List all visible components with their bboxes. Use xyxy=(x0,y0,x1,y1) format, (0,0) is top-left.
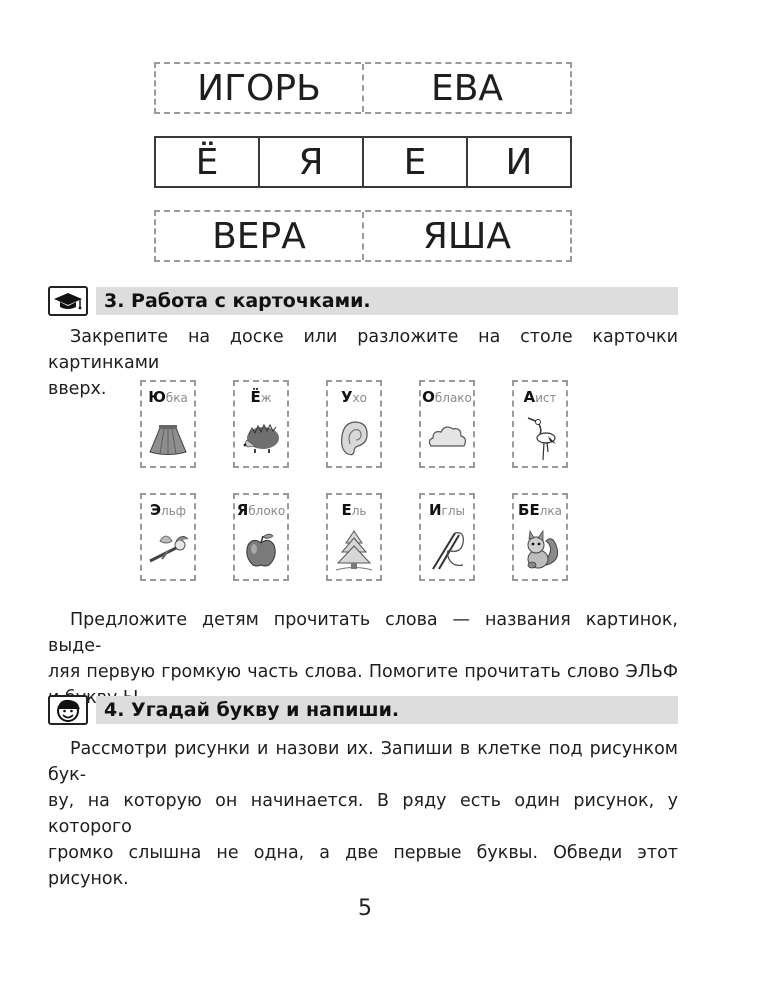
word-card: ИГОРЬ xyxy=(197,67,321,109)
word-card: ВЕРА xyxy=(212,215,306,257)
letter-card-row xyxy=(154,136,572,188)
picture-card-hedgehog: Ёж xyxy=(233,380,289,468)
graduation-cap-icon xyxy=(48,286,88,316)
text-line: громко слышна не одна, а две первые буквы. Обведи этот рисунок. xyxy=(48,843,678,889)
letter-card: И xyxy=(466,138,570,186)
word-card: ЯША xyxy=(362,212,570,260)
text-line: вверх. xyxy=(48,379,107,399)
text-line: букву xyxy=(64,688,118,708)
section-3-title: 3. Работа с карточками. xyxy=(96,287,678,315)
elf-icon xyxy=(146,527,190,575)
section-4-header xyxy=(48,695,678,725)
text-line: Закрепите на доске или разложите на столе карточки картинками xyxy=(48,327,678,373)
text-line: ляя первую громкую часть слова. Помогите прочитать слово ЭЛЬФ xyxy=(48,662,678,682)
skirt-icon xyxy=(146,414,190,462)
letter-card: Ё xyxy=(195,141,219,183)
fir-tree-icon xyxy=(332,527,376,575)
text-line: Рассмотри рисунки и назови их. Запиши в клетке под рисунком бук- xyxy=(48,739,678,785)
stork-icon xyxy=(518,414,562,462)
picture-card-elf: Эльф xyxy=(140,493,196,581)
word-card-row-1 xyxy=(154,62,572,114)
section-4-title: 4. Угадай букву и напиши. xyxy=(96,696,678,724)
squirrel-icon xyxy=(518,527,562,575)
smiling-boy-icon xyxy=(48,695,88,725)
cloud-icon xyxy=(425,414,469,462)
text-line: Предложите детям прочитать слова — названия картинок, выде- xyxy=(48,610,678,656)
picture-card-needles: Иглы xyxy=(419,493,475,581)
picture-card-stork: Аист xyxy=(512,380,568,468)
section-4-text xyxy=(48,736,678,892)
letter-card: Е xyxy=(362,138,466,186)
letter-card: Я xyxy=(258,138,362,186)
picture-card-ear: Ухо xyxy=(326,380,382,468)
picture-card-squirrel: БЕлка xyxy=(512,493,568,581)
ear-icon xyxy=(332,414,376,462)
picture-card-apple: Яблоко xyxy=(233,493,289,581)
picture-card-fir-tree: Ель xyxy=(326,493,382,581)
needles-icon xyxy=(425,527,469,575)
picture-card-cloud: Облако xyxy=(419,380,475,468)
picture-card-skirt: Юбка xyxy=(140,380,196,468)
hedgehog-icon xyxy=(239,414,283,462)
word-card-row-2 xyxy=(154,210,572,262)
page-number: 5 xyxy=(358,896,372,921)
text-line: ву, на которую он начинается. В ряду есть один рисунок, у которого xyxy=(48,791,678,837)
section-3-header xyxy=(48,286,678,316)
apple-icon xyxy=(239,527,283,575)
word-card: ЕВА xyxy=(362,64,570,112)
